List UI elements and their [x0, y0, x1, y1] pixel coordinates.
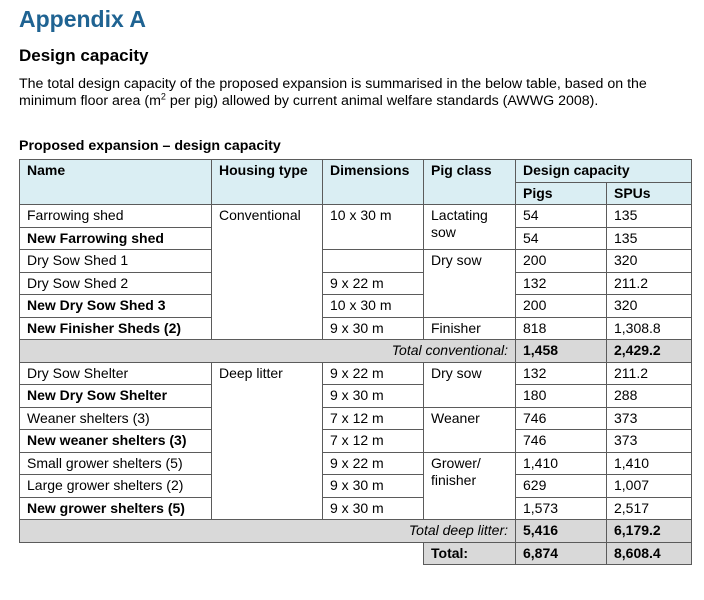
pigs-cell: 746: [516, 407, 607, 430]
intro-text-start: The total design capacity of the proposed expansion is summarised in the below table, based on the minimum floor area (m: [19, 76, 647, 109]
row-name: Dry Sow Shed 2: [20, 272, 212, 295]
subtotal-label: Total deep litter:: [20, 520, 516, 543]
pig-class-cell: Dry sow: [424, 362, 516, 407]
dimensions-cell: 7 x 12 m: [323, 430, 424, 453]
dimensions-cell: 9 x 22 m: [323, 362, 424, 385]
pigs-cell: 629: [516, 475, 607, 498]
table-row: [20, 430, 692, 453]
spus-cell: 1,007: [607, 475, 692, 498]
subtotal-spus: 2,429.2: [607, 340, 692, 363]
dimensions-cell: 7 x 12 m: [323, 407, 424, 430]
header-name: Name: [20, 160, 212, 205]
section-heading: Design capacity: [19, 46, 149, 65]
table-row: [20, 250, 692, 273]
row-name: Weaner shelters (3): [20, 407, 212, 430]
row-name: Dry Sow Shed 1: [20, 250, 212, 273]
grand-total-pigs: 6,874: [516, 542, 607, 565]
dimensions-cell: 9 x 22 m: [323, 272, 424, 295]
table-row: [20, 317, 692, 340]
housing-type-cell: Deep litter: [212, 362, 323, 520]
pigs-cell: 1,573: [516, 497, 607, 520]
row-name: Small grower shelters (5): [20, 452, 212, 475]
pigs-cell: 54: [516, 205, 607, 228]
subtotal-label: Total conventional:: [20, 340, 516, 363]
table-row: [20, 295, 692, 318]
pigs-cell: 132: [516, 272, 607, 295]
grand-total-spacer: [20, 542, 424, 565]
row-name: New grower shelters (5): [20, 497, 212, 520]
subtotal-pigs: 5,416: [516, 520, 607, 543]
row-name: New Dry Sow Shed 3: [20, 295, 212, 318]
row-name: Large grower shelters (2): [20, 475, 212, 498]
row-name: New Farrowing shed: [20, 227, 212, 250]
spus-cell: 373: [607, 430, 692, 453]
header-housing-type: Housing type: [212, 160, 323, 205]
table-caption: Proposed expansion – design capacity: [19, 138, 281, 154]
row-name: Dry Sow Shelter: [20, 362, 212, 385]
dimensions-cell: 9 x 30 m: [323, 385, 424, 408]
spus-cell: 211.2: [607, 362, 692, 385]
spus-cell: 135: [607, 227, 692, 250]
spus-cell: 135: [607, 205, 692, 228]
row-name: New weaner shelters (3): [20, 430, 212, 453]
pig-class-cell: Finisher: [424, 317, 516, 340]
dimensions-cell: [323, 250, 424, 273]
table-row: [20, 452, 692, 475]
dimensions-cell: 10 x 30 m: [323, 205, 424, 250]
dimensions-cell: 9 x 30 m: [323, 497, 424, 520]
pig-class-cell: Lactating sow: [424, 205, 516, 250]
grand-total-row: [20, 542, 692, 565]
pig-class-cell: Dry sow: [424, 250, 516, 318]
subtotal-spus: 6,179.2: [607, 520, 692, 543]
header-pigs: Pigs: [516, 182, 607, 205]
table-row: [20, 362, 692, 385]
subtotal-pigs: 1,458: [516, 340, 607, 363]
table-row: [20, 497, 692, 520]
header-pig-class: Pig class: [424, 160, 516, 205]
table-row: [20, 475, 692, 498]
grand-total-label: Total:: [424, 542, 516, 565]
row-name: New Finisher Sheds (2): [20, 317, 212, 340]
header-spus: SPUs: [607, 182, 692, 205]
pigs-cell: 54: [516, 227, 607, 250]
spus-cell: 288: [607, 385, 692, 408]
subtotal-row: [20, 520, 692, 543]
spus-cell: 320: [607, 250, 692, 273]
pigs-cell: 180: [516, 385, 607, 408]
table-row: [20, 205, 692, 228]
pigs-cell: 200: [516, 295, 607, 318]
header-dimensions: Dimensions: [323, 160, 424, 205]
row-name: Farrowing shed: [20, 205, 212, 228]
pigs-cell: 746: [516, 430, 607, 453]
pig-class-cell: Grower/ finisher: [424, 452, 516, 520]
intro-superscript: 2: [160, 91, 166, 102]
design-capacity-table: [19, 159, 692, 565]
spus-cell: 2,517: [607, 497, 692, 520]
header-design-capacity: Design capacity: [516, 160, 692, 183]
spus-cell: 1,410: [607, 452, 692, 475]
intro-text-end: per pig) allowed by current animal welfare standards (AWWG 2008).: [165, 93, 599, 109]
spus-cell: 373: [607, 407, 692, 430]
intro-paragraph: [19, 76, 689, 110]
pigs-cell: 818: [516, 317, 607, 340]
row-name: New Dry Sow Shelter: [20, 385, 212, 408]
spus-cell: 211.2: [607, 272, 692, 295]
pigs-cell: 200: [516, 250, 607, 273]
grand-total-spus: 8,608.4: [607, 542, 692, 565]
pigs-cell: 132: [516, 362, 607, 385]
header-row: [20, 160, 692, 183]
table-row: [20, 385, 692, 408]
subtotal-row: [20, 340, 692, 363]
page-title: Appendix A: [19, 6, 146, 32]
spus-cell: 320: [607, 295, 692, 318]
table-row: [20, 272, 692, 295]
dimensions-cell: 10 x 30 m: [323, 295, 424, 318]
spus-cell: 1,308.8: [607, 317, 692, 340]
table-row: [20, 407, 692, 430]
dimensions-cell: 9 x 22 m: [323, 452, 424, 475]
housing-type-cell: Conventional: [212, 205, 323, 340]
dimensions-cell: 9 x 30 m: [323, 317, 424, 340]
dimensions-cell: 9 x 30 m: [323, 475, 424, 498]
pigs-cell: 1,410: [516, 452, 607, 475]
pig-class-cell: Weaner: [424, 407, 516, 452]
